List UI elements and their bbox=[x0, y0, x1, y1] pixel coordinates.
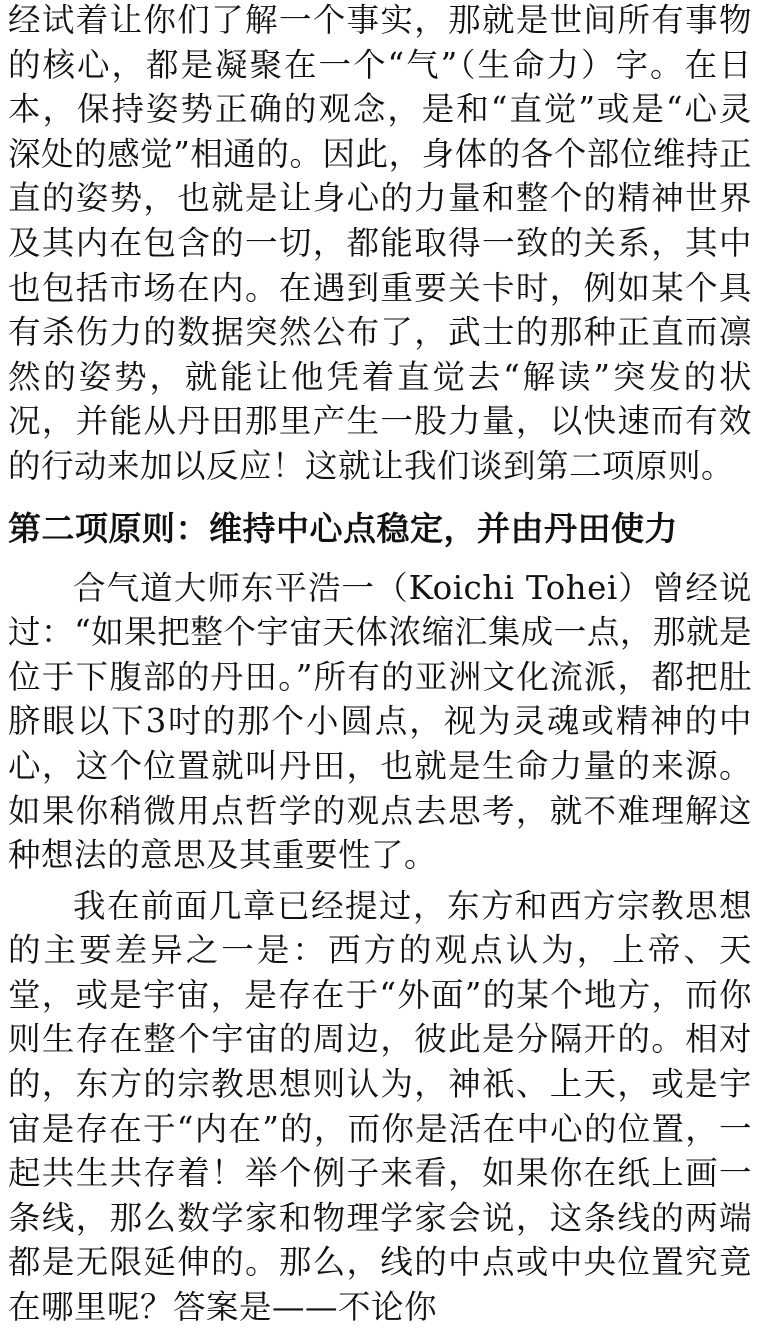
paragraph-east-west: 我在前面几章已经提过，东方和西方宗教思想的主要差异之一是：西方的观点认为，上帝、天堂，或是宇宙，是存在于“外面”的某个地方，而你则生存在整个宇宙的周边，彼此是分隔开的。相对的，东方的宗教思想则认为，神祇、上天，或是宇宙是存在于“内在”的，而你是活在中心的位置，一起共生共存着！举个例子来看，如果你在纸上画一条线，那么数学家和物理学家会说，这条线的两端都是无限延伸的。那么，线的中点或中央位置究竟在哪里呢？答案是——不论你 bbox=[8, 886, 752, 1327]
paragraph-tohei-quote: 合气道大师东平浩一（Koichi Tohei）曾经说过：“如果把整个宇宙天体浓缩汇集成一点，那就是位于下腹部的丹田。”所有的亚洲文化流派，都把肚脐眼以下3吋的那个小圆点，视为灵魂或精神的中心，这个位置就叫丹田，也就是生命力量的来源。如果你稍微用点哲学的观点去思考，就不难理解这种想法的意思及其重要性了。 bbox=[8, 568, 752, 875]
section-heading: 第二项原则：维持中心点稳定，并由丹田使力 bbox=[8, 508, 678, 548]
paragraph-continued: 经试着让你们了解一个事实，那就是世间所有事物的核心，都是凝聚在一个“气”（生命力）字。在日本，保持姿势正确的观念，是和“直觉”或是“心灵深处的感觉”相通的。因此，身体的各个部位维持正直的姿势，也就是让身心的力量和整个的精神世界及其内在包含的一切，都能取得一致的关系，其中也包括市场在内。在遇到重要关卡时，例如某个具有杀伤力的数据突然公布了，武士的那种正直而凛然的姿势，就能让他凭着直觉去“解读”突发的状况，并能从丹田那里产生一股力量，以快速而有效的行动来加以反应！这就让我们谈到第二项原则。 bbox=[8, 1, 752, 485]
